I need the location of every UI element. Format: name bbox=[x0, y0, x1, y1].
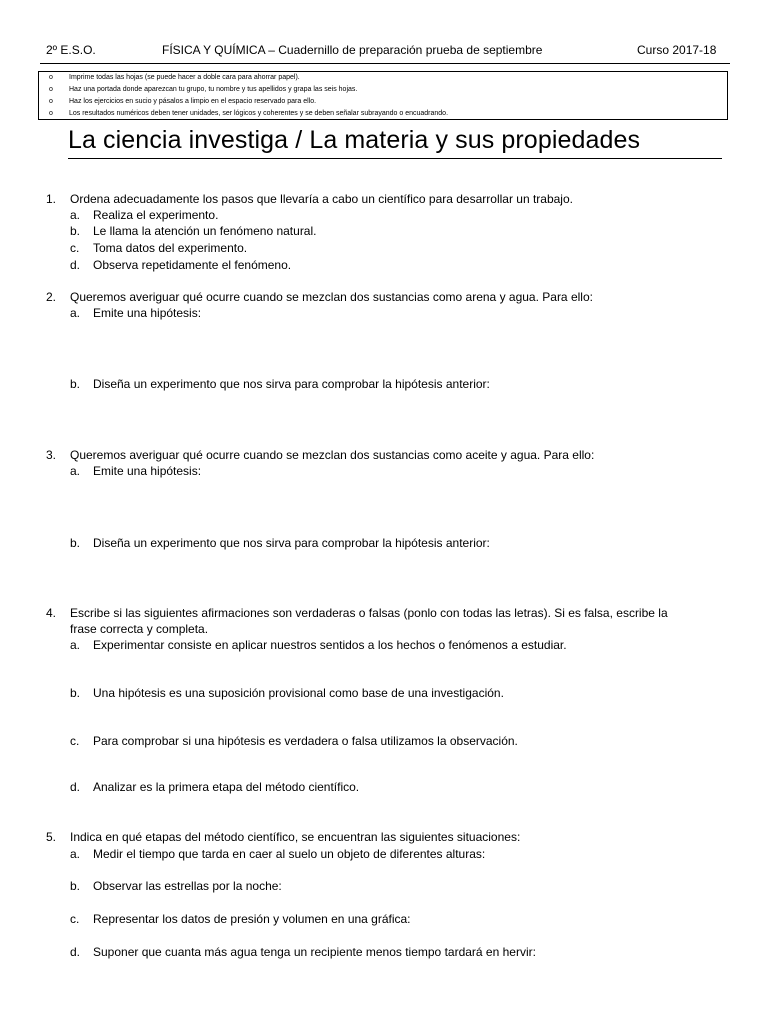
item-label: c. bbox=[70, 912, 80, 926]
question-text: Escribe si las siguientes afirmaciones son verdaderas o falsas (ponlo con todas las letras). Si es falsa, escribe la bbox=[70, 606, 668, 620]
bullet-icon: o bbox=[49, 86, 53, 93]
question-number: 1. bbox=[46, 192, 57, 206]
question-text-continued: frase correcta y completa. bbox=[70, 622, 209, 636]
item-text: Realiza el experimento. bbox=[93, 208, 219, 222]
item-text: Emite una hipótesis: bbox=[93, 464, 202, 478]
instruction-item bbox=[49, 109, 448, 118]
item-text: Experimentar consiste en aplicar nuestros sentidos a los hechos o fenómenos a estudiar. bbox=[93, 638, 567, 652]
question-number: 5. bbox=[46, 830, 57, 844]
item-text: Suponer que cuanta más agua tenga un recipiente menos tiempo tardará en hervir: bbox=[93, 945, 536, 959]
title-underline bbox=[68, 158, 722, 159]
item-text: Representar los datos de presión y volumen en una gráfica: bbox=[93, 912, 411, 926]
item-label: a. bbox=[70, 208, 81, 222]
header-divider bbox=[40, 63, 730, 64]
item-text: Le llama la atención un fenómeno natural. bbox=[93, 224, 317, 238]
bullet-icon: o bbox=[49, 98, 53, 105]
header-subject: FÍSICA Y QUÍMICA – Cuadernillo de preparación prueba de septiembre bbox=[162, 43, 543, 57]
item-label: a. bbox=[70, 638, 81, 652]
bullet-icon: o bbox=[49, 74, 53, 81]
question-text: Queremos averiguar qué ocurre cuando se mezclan dos sustancias como aceite y agua. Para ello: bbox=[70, 448, 595, 462]
question-number: 2. bbox=[46, 290, 57, 304]
item-text: Analizar es la primera etapa del método científico. bbox=[93, 780, 360, 794]
bullet-icon: o bbox=[49, 110, 53, 117]
item-label: b. bbox=[70, 686, 81, 700]
item-text: Para comprobar si una hipótesis es verdadera o falsa utilizamos la observación. bbox=[93, 734, 518, 748]
item-text: Una hipótesis es una suposición provisional como base de una investigación. bbox=[93, 686, 504, 700]
instruction-item bbox=[49, 85, 357, 94]
item-label: d. bbox=[70, 258, 81, 272]
question-text: Queremos averiguar qué ocurre cuando se mezclan dos sustancias como arena y agua. Para ello: bbox=[70, 290, 593, 304]
item-label: d. bbox=[70, 945, 81, 959]
item-label: b. bbox=[70, 536, 81, 550]
item-text: Diseña un experimento que nos sirva para comprobar la hipótesis anterior: bbox=[93, 536, 490, 550]
item-label: d. bbox=[70, 780, 81, 794]
header-level: 2º E.S.O. bbox=[46, 43, 96, 57]
instruction-text: Los resultados numéricos deben tener unidades, ser lógicos y coherentes y se deben señalar subrayando o encuadrando. bbox=[69, 110, 449, 117]
question-number: 3. bbox=[46, 448, 57, 462]
instruction-text: Haz una portada donde aparezcan tu grupo, tu nombre y tus apellidos y grapa las seis hojas. bbox=[69, 86, 358, 93]
item-label: c. bbox=[70, 734, 80, 748]
header-course: Curso 2017-18 bbox=[637, 43, 717, 57]
item-text: Medir el tiempo que tarda en caer al suelo un objeto de diferentes alturas: bbox=[93, 847, 486, 861]
item-text: Diseña un experimento que nos sirva para comprobar la hipótesis anterior: bbox=[93, 377, 490, 391]
item-label: a. bbox=[70, 306, 81, 320]
instruction-text: Imprime todas las hojas (se puede hacer a doble cara para ahorrar papel). bbox=[69, 74, 300, 81]
item-text: Observar las estrellas por la noche: bbox=[93, 879, 282, 893]
item-label: b. bbox=[70, 879, 81, 893]
item-text: Toma datos del experimento. bbox=[93, 241, 248, 255]
instruction-item bbox=[49, 73, 300, 82]
item-label: b. bbox=[70, 377, 81, 391]
question-number: 4. bbox=[46, 606, 57, 620]
item-label: b. bbox=[70, 224, 81, 238]
instructions-box bbox=[38, 71, 728, 120]
item-label: a. bbox=[70, 847, 81, 861]
page-title: La ciencia investiga / La materia y sus propiedades bbox=[68, 126, 641, 154]
instruction-item bbox=[49, 97, 316, 106]
item-label: a. bbox=[70, 464, 81, 478]
question-text: Ordena adecuadamente los pasos que llevaría a cabo un científico para desarrollar un trabajo. bbox=[70, 192, 573, 206]
item-label: c. bbox=[70, 241, 80, 255]
item-text: Observa repetidamente el fenómeno. bbox=[93, 258, 292, 272]
instruction-text: Haz los ejercicios en sucio y pásalos a limpio en el espacio reservado para ello. bbox=[69, 98, 317, 105]
item-text: Emite una hipótesis: bbox=[93, 306, 202, 320]
question-text: Indica en qué etapas del método científico, se encuentran las siguientes situaciones: bbox=[70, 830, 521, 844]
